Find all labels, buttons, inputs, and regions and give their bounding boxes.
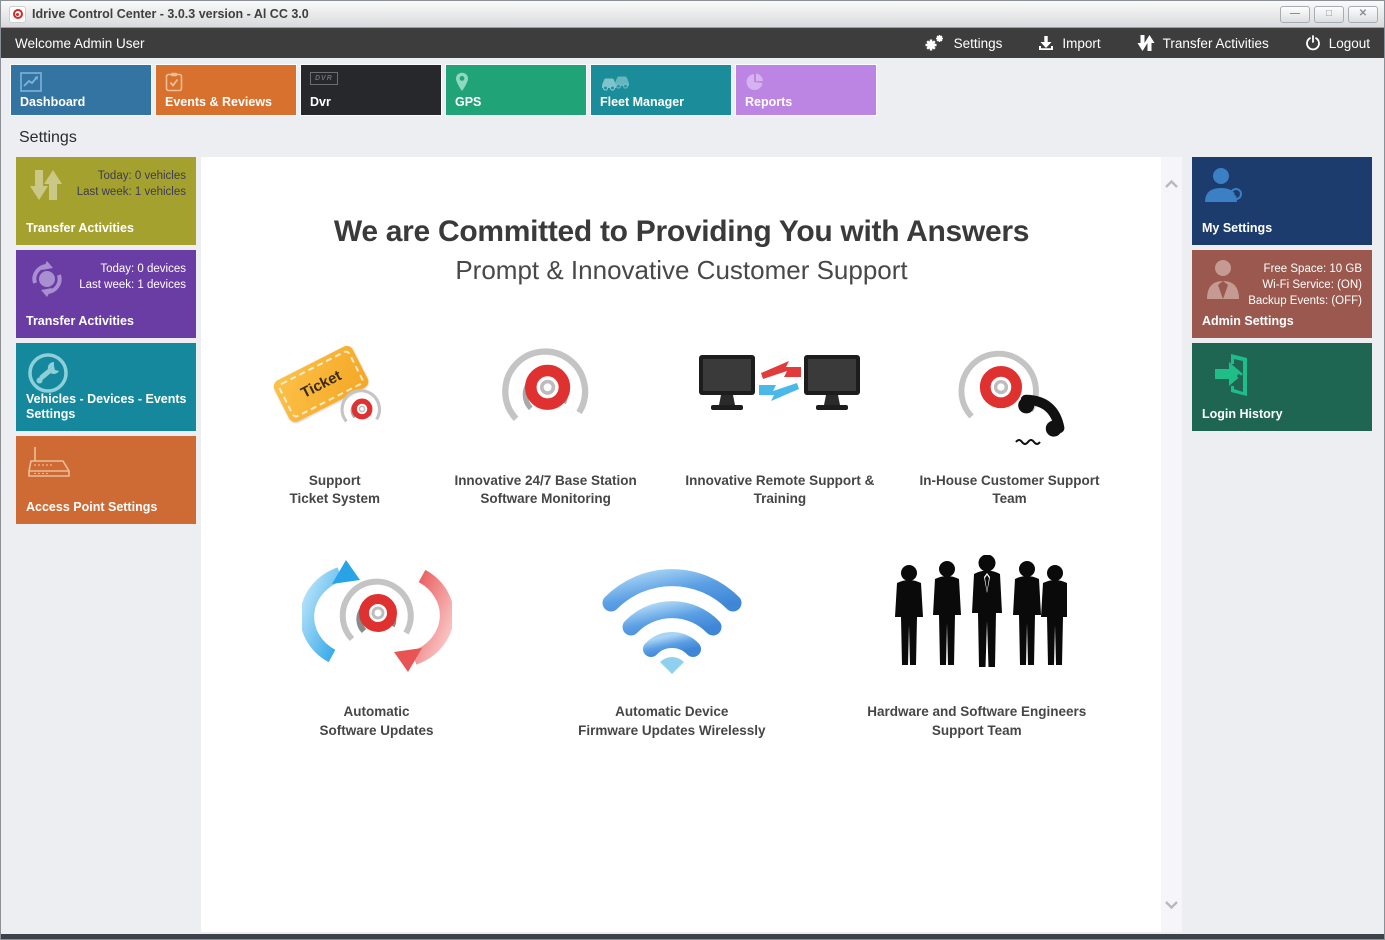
tab-label: Dvr [310,95,331,109]
tab-strip [1,58,1384,123]
card-title: Transfer Activities [26,314,134,329]
remote-monitors-icon [697,347,862,442]
scroll-up-icon[interactable] [1161,171,1182,197]
settings-label: Settings [953,35,1003,51]
card-title: Transfer Activities [26,221,134,236]
feature-engineers-team [832,556,1122,739]
content-heading: We are Committed to Providing You with Answers [333,215,1030,248]
stat-line: Last week: 1 vehicles [76,186,186,199]
feature-label: Software Monitoring [480,491,611,507]
sync-icon [27,259,67,304]
close-button[interactable]: ✕ [1348,6,1378,23]
feature-support-ticket [241,338,428,508]
card-title: Access Point Settings [26,500,158,515]
admin-user-icon [1203,259,1243,308]
import-button[interactable] [1038,35,1100,51]
titlebar [1,1,1384,28]
transfer-activities-vehicles-card[interactable] [16,157,196,245]
gears-icon [922,33,946,53]
dvr-device-icon: DVR [310,72,338,85]
wifi-icon [597,559,747,679]
stat-line: Last week: 1 devices [79,279,186,292]
feature-label: Software Updates [319,722,434,738]
feature-label: Hardware and Software Engineers [867,704,1087,720]
feature-label: In-House Customer Support [919,473,1100,488]
feature-label: Innovative 24/7 Base Station [454,473,637,488]
feature-label: Support [308,473,361,488]
window-border-bottom [1,934,1384,939]
card-title: My Settings [1202,221,1273,236]
stat-line: Free Space: 10 GB [1263,263,1362,275]
my-settings-card[interactable] [1192,157,1372,245]
card-title: Login History [1202,407,1283,422]
stat-line: Today: 0 vehicles [97,170,186,182]
vehicles-devices-events-settings-card[interactable] [16,343,196,431]
scroll-down-icon[interactable] [1161,892,1182,918]
tab-label: Fleet Manager [600,95,685,109]
feature-label: Team [992,491,1027,507]
transfer-arrows-icon [27,166,65,209]
feature-base-station [428,338,662,508]
main-panel [201,157,1182,932]
left-sidebar [16,157,196,529]
tab-dvr[interactable] [301,65,441,115]
import-label: Import [1062,35,1101,51]
card-title: Admin Settings [1202,314,1294,329]
feature-label: Innovative Remote Support & [685,473,875,488]
settings-button[interactable] [922,33,1003,53]
stat-line: Today: 0 devices [100,263,186,275]
transfer-activities-label: Transfer Activities [1162,35,1269,51]
user-gear-icon [1203,166,1247,213]
stat-line: Wi-Fi Service: (ON) [1262,279,1362,292]
right-sidebar [1192,157,1372,436]
app-logo-icon [9,6,26,23]
tab-gps[interactable] [446,65,586,115]
feature-label: Automatic [343,704,410,720]
transfer-activities-devices-card[interactable] [16,250,196,338]
minimize-button[interactable]: — [1280,6,1310,23]
feature-label: Training [753,491,807,507]
welcome-text: Welcome Admin User [15,35,145,51]
transfer-arrows-icon [1137,34,1155,52]
update-arrows-icon [302,556,452,681]
pie-chart-icon [745,72,765,97]
admin-settings-card[interactable] [1192,250,1372,338]
tab-label: Events & Reviews [165,95,272,109]
logout-button[interactable] [1305,35,1370,51]
card-title: Vehicles - Devices - Events Settings [26,391,187,422]
tab-label: Dashboard [20,95,86,109]
feature-row-1 [241,338,1122,508]
import-icon [1038,35,1054,51]
map-pin-icon [455,72,469,97]
feature-firmware-wireless [512,556,831,739]
login-history-card[interactable] [1192,343,1372,431]
top-header [1,28,1384,58]
chart-icon [20,72,42,97]
feature-label: Support Team [931,722,1022,738]
tab-label: Reports [745,95,793,109]
ticket-icon [275,339,395,449]
maximize-button[interactable]: □ [1314,6,1344,23]
tab-fleet-manager[interactable] [591,65,731,115]
transfer-activities-button[interactable] [1137,34,1269,52]
scrollbar[interactable] [1161,157,1182,932]
ticket-text: Ticket [297,366,344,402]
login-door-icon [1203,352,1251,403]
access-point-icon [27,445,73,490]
feature-label: Firmware Updates Wirelessly [578,722,766,738]
tab-reports[interactable] [736,65,876,115]
feature-remote-support [663,338,897,508]
feature-label: Ticket System [289,491,380,507]
window-title: Idrive Control Center - 3.0.3 version - Al CC 3.0 [32,7,309,21]
brand-target-icon [335,384,387,441]
access-point-settings-card[interactable] [16,436,196,524]
feature-inhouse-support [897,338,1122,508]
feature-label: Automatic Device [615,704,729,720]
tab-label: GPS [455,95,482,109]
brand-target-icon [493,339,598,449]
tab-dashboard[interactable] [11,65,151,115]
tab-events-reviews[interactable] [156,65,296,115]
clipboard-check-icon [165,72,183,97]
content-subheading: Prompt & Innovative Customer Support [455,255,908,285]
stat-line: Backup Events: (OFF) [1248,295,1362,308]
vehicles-icon [600,72,630,97]
page-title: Settings [19,129,77,146]
logout-label: Logout [1328,35,1370,51]
team-silhouettes-icon [887,555,1067,682]
feature-row-2 [241,556,1122,739]
power-icon [1305,35,1321,51]
feature-software-updates [241,556,512,739]
support-phone-icon [950,342,1070,447]
